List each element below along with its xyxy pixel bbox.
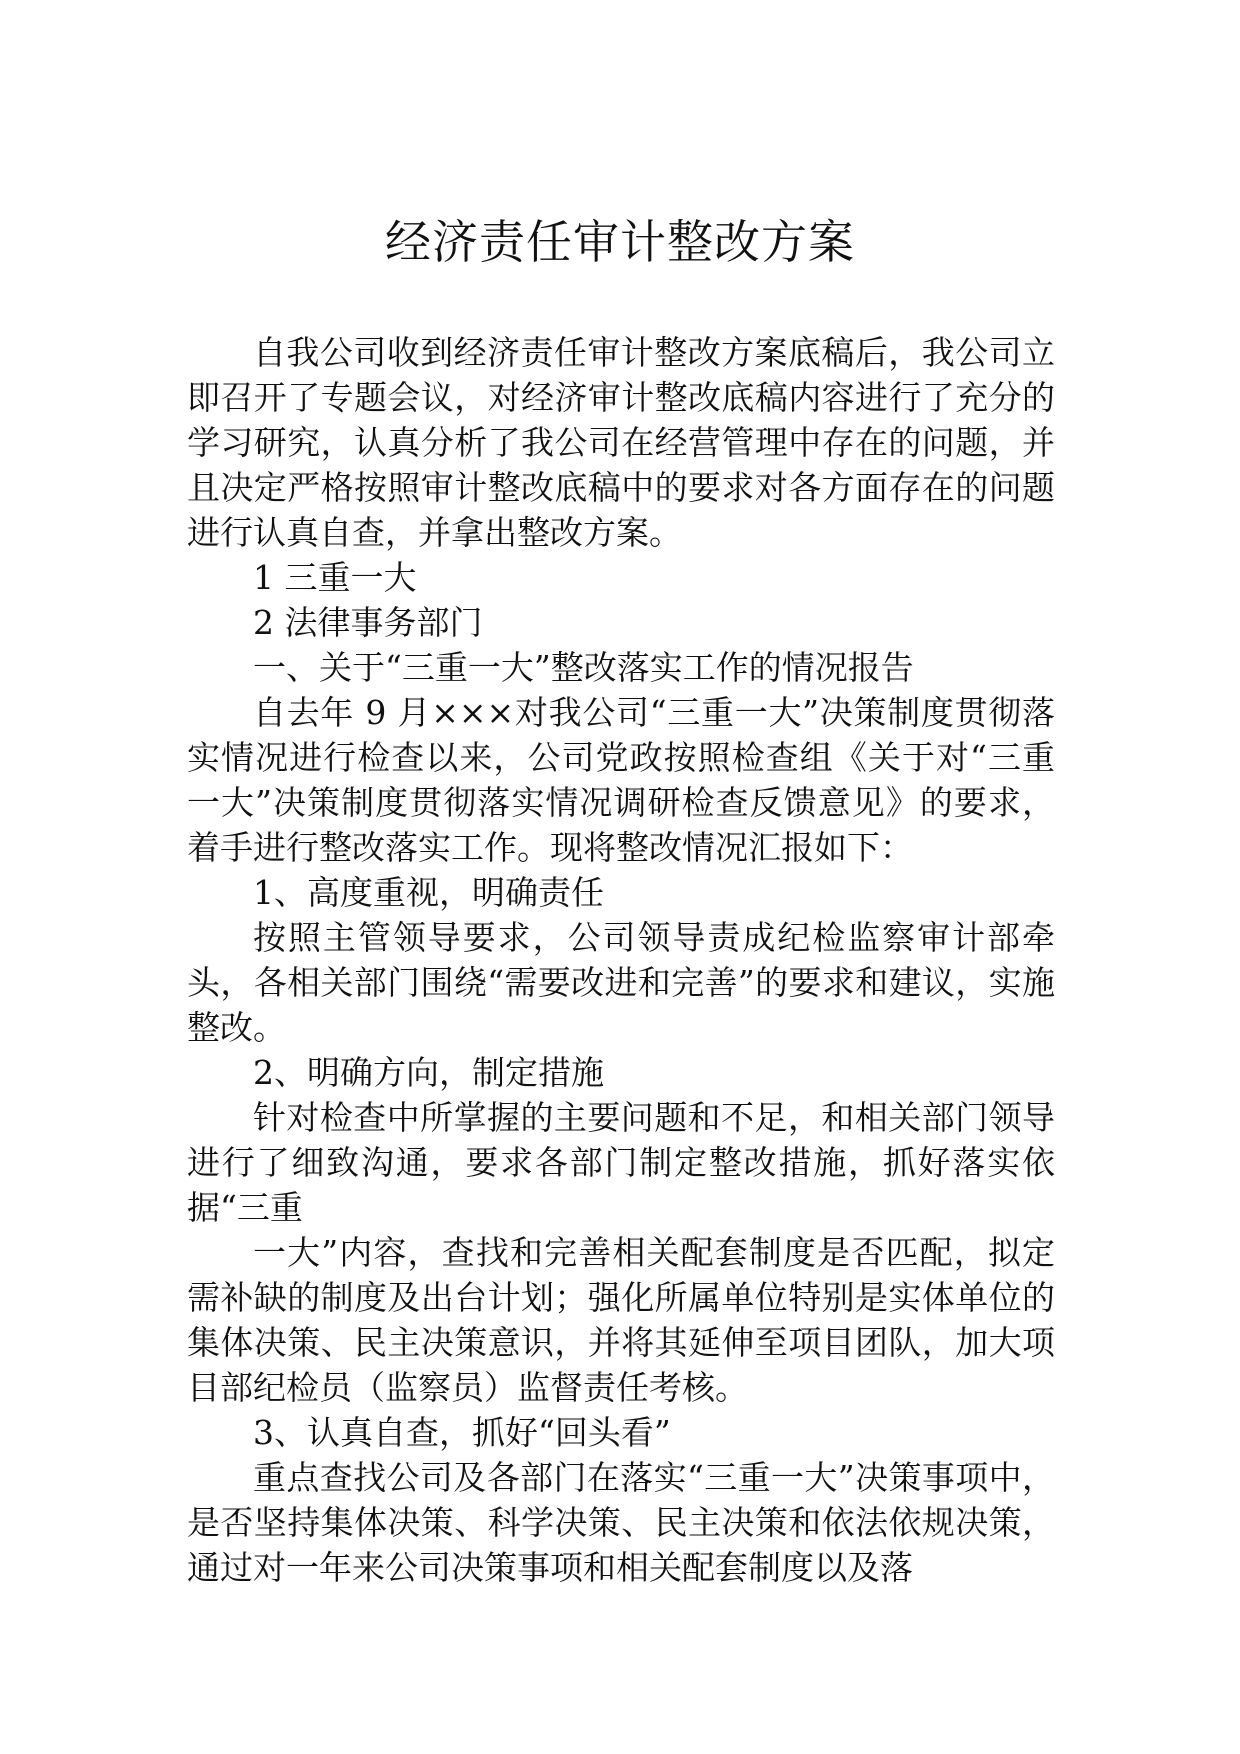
subheading-3: 3、认真自查，抓好“回头看” (253, 1413, 671, 1452)
document-title: 经济责任审计整改方案 (385, 215, 855, 269)
list-item-1: 1 三重一大 (253, 558, 417, 597)
document-body (187, 330, 1055, 1590)
paragraph-subsection-3: 重点查找公司及各部门在落实“三重一大”决策事项中，是否坚持集体决策、科学决策、民主决策和依法依规决策，通过对一年来公司决策事项和相关配套制度以及落 (187, 1458, 1055, 1587)
paragraph-section-1: 自去年 9 月×××对我公司“三重一大”决策制度贯彻落实情况进行检查以来，公司党政按照检查组《关于对“三重一大”决策制度贯彻落实情况调研检查反馈意见》的要求，着手进行整改落实工作。现将整改情况汇报如下： (187, 693, 1055, 867)
paragraph-subsection-2b: 一大”内容，查找和完善相关配套制度是否匹配，拟定需补缺的制度及出台计划；强化所属单位特别是实体单位的集体决策、民主决策意识，并将其延伸至项目团队，加大项目部纪检员（监察员）监督责任考核。 (187, 1233, 1055, 1407)
subheading-1: 1、高度重视，明确责任 (253, 873, 604, 912)
list-item-2: 2 法律事务部门 (253, 603, 483, 642)
paragraph-subsection-2a: 针对检查中所掌握的主要问题和不足，和相关部门领导进行了细致沟通，要求各部门制定整改措施，抓好落实依据“三重 (187, 1098, 1055, 1227)
paragraph-intro: 自我公司收到经济责任审计整改方案底稿后，我公司立即召开了专题会议，对经济审计整改底稿内容进行了充分的学习研究，认真分析了我公司在经营管理中存在的问题，并且决定严格按照审计整改底稿中的要求对各方面存在的问题进行认真自查，并拿出整改方案。 (187, 333, 1055, 552)
paragraph-subsection-1: 按照主管领导要求，公司领导责成纪检监察审计部牵头，各相关部门围绕“需要改进和完善”的要求和建议，实施整改。 (187, 918, 1055, 1047)
subheading-2: 2、明确方向，制定措施 (253, 1053, 604, 1092)
section-heading-1: 一、关于“三重一大”整改落实工作的情况报告 (253, 648, 914, 687)
